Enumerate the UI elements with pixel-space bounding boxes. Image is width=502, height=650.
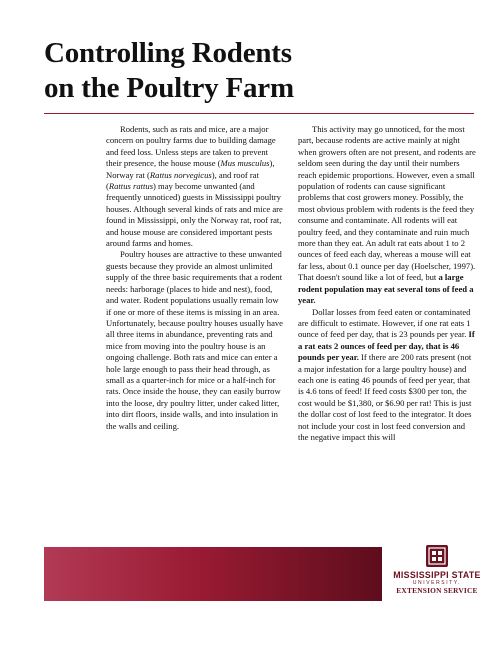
msu-seal-icon [425,544,449,568]
title-line-2: on the Poultry Farm [44,72,294,104]
intro-text: Rodents, such as rats and mice, are a major concern on poultry farms due to building damage and feed loss. Unless steps are taken to prevent their presence, the house mouse (Mus musculus), Norway rat (Rattus norvegicus), and roof rat (Rattus rattus) may become unwanted (and frequently unnoticed) guests in Mississippi poultry houses. Although several kinds of rats and mice are found in Mississippi, only the Norway rat, roof rat, and house mouse are considered important pests around farms and homes. [106,124,283,249]
logo-extension-service: EXTENSION SERVICE [396,586,478,595]
footer-color-band [44,547,382,601]
intro-paragraph [106,124,284,249]
harborage-text: Poultry houses are attractive to these unwanted guests because they provide an almost unlimited supply of the three basic requirements that a rodent needs: harborage (places to hide and nest), food, and water. Rodent populations usually remain low if one or more of these items is missing in an area. Unfortunately, because poultry houses usually have all three items in abundance, preventing rats and mice from moving into the poultry house is an ongoing challenge. Both rats and mice can enter a hole large enough to pass their head through, as small as a quarter-inch for mice or a half-inch for rats. Once inside the house, they can easily burrow into the loose, dry poultry litter, under caked litter, into dirt floors, inside walls, and into insulation in the walls and ceiling. [106,249,283,431]
feed-loss-emphasis: a large rodent population may eat several tons of feed a year. [298,272,474,306]
feed-loss-paragraph [298,124,476,307]
dollar-loss-emphasis: If a rat eats 2 ounces of feed per day, that is 46 pounds per year. [298,329,475,363]
logo-university-label: UNIVERSITY. [412,580,462,586]
page-title [44,36,474,106]
dollar-loss-text-b: If there are 200 rats present (not a major infestation for a large poultry house) and each one is eating 46 pounds of feed per year, that is 4.6 tons of feed! If feed costs $300 per ton, the cost would be $1,380, or $6.90 per rat! This is just the dollar cost of lost feed to the integrator. It does not include your cost in lost feed conversion and the negative impact this will [298,352,472,442]
left-column [106,124,284,432]
msu-extension-logo [384,544,490,610]
dollar-loss-paragraph [298,307,476,444]
logo-university-name: MISSISSIPPI STATE [393,570,481,580]
title-divider [44,113,474,114]
harborage-paragraph [106,249,284,432]
title-line-1: Controlling Rodents [44,37,292,69]
right-column [298,124,476,443]
feed-loss-text: This activity may go unnoticed, for the most part, because rodents are active mainly at night when growers often are not present, and rodents are seldom seen during the day until their numbers reach epidemic proportions. However, even a small population of rodents can cause significant problems that cost growers money. Possibly, the most obvious problem with rodents is the feed they consume and contaminate. All rodents will eat poultry feed, and they contaminate and ruin much more than they eat. An adult rat eats about 1 to 2 ounces of feed each day, whereas a mouse will eat far less, about 0.1 ounce per day (Hoelscher, 1997). That doesn't sound like a lot of feed, but [298,124,476,283]
dollar-loss-text-a: Dollar losses from feed eaten or contaminated are difficult to estimate. However, if one rat eats 1 ounce of feed per day, that is 23 pounds per year. [298,306,471,340]
